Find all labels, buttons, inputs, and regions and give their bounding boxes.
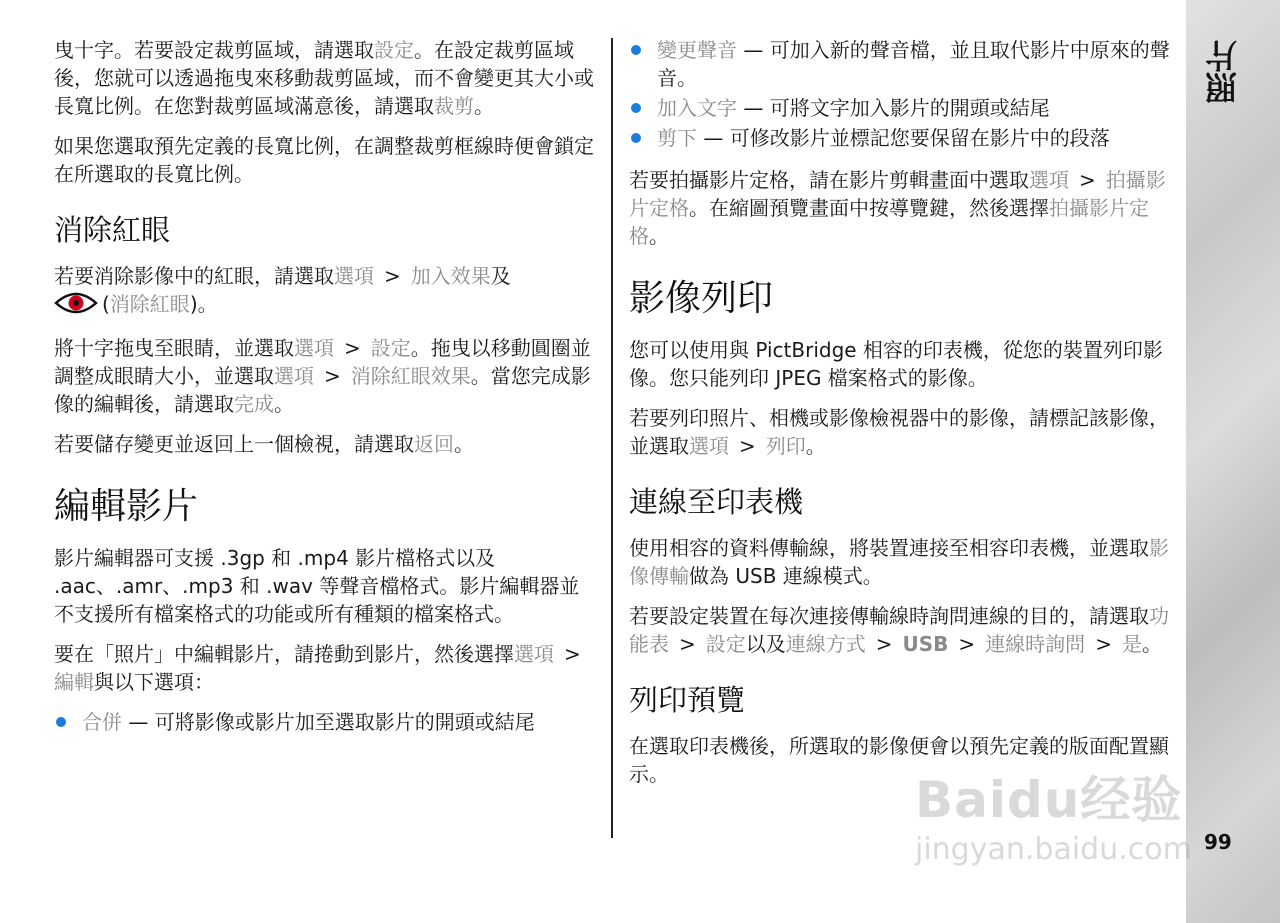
print-preview-heading: 列印預覽 bbox=[629, 683, 746, 717]
column-divider bbox=[611, 38, 613, 838]
left-column bbox=[54, 36, 599, 750]
list-item: 加入文字 — 可將文字加入影片的開頭或結尾 bbox=[629, 94, 1177, 122]
page-number: 99 bbox=[1204, 830, 1232, 854]
bullet-icon bbox=[631, 45, 641, 55]
bullet-icon bbox=[631, 133, 641, 143]
edit-video-paragraph: 要在「照片」中編輯影片，請捲動到影片，然後選擇選項 >編輯與以下選項： bbox=[54, 642, 581, 694]
list-item: 合併 — 可將影像或影片加至選取影片的開頭或結尾 bbox=[54, 708, 599, 736]
list-item: 剪下 — 可修改影片並標記您要保留在影片中的段落 bbox=[629, 124, 1177, 152]
save-return-paragraph: 若要儲存變更並返回上一個檢視，請選取返回。 bbox=[54, 432, 474, 456]
chapter-title: 照片 bbox=[1204, 40, 1242, 104]
edit-video-heading: 編輯影片 bbox=[54, 486, 199, 527]
video-formats-paragraph: 影片編輯器可支援 .3gp 和 .mp4 影片檔格式以及 .aac、.amr、.mp3 和 .wav 等聲音檔格式。影片編輯器並不支援所有檔案格式的功能或所有種類的檔案格式。 bbox=[54, 546, 580, 626]
list-item: 變更聲音 — 可加入新的聲音檔，並且取代影片中原來的聲音。 bbox=[629, 36, 1177, 92]
print-preview-paragraph: 在選取印表機後，所選取的影像便會以預先定義的版面配置顯示。 bbox=[629, 734, 1169, 786]
edit-options-list bbox=[54, 708, 599, 736]
bullet-icon bbox=[56, 717, 66, 727]
watermark-url: jingyan.baidu.com bbox=[915, 832, 1192, 867]
chapter-sidebar bbox=[1186, 0, 1280, 923]
usb-mode-paragraph: 使用相容的資料傳輸線，將裝置連接至相容印表機，並選取影像傳輸做為 USB 連線模式。 bbox=[629, 536, 1169, 588]
image-print-heading: 影像列印 bbox=[629, 278, 774, 319]
redeye-heading: 消除紅眼 bbox=[54, 213, 171, 247]
ask-on-connect-paragraph: 若要設定裝置在每次連接傳輸線時詢問連線的目的，請選取功能表 > 設定以及連線方式 > USB > 連線時詢問 > 是。 bbox=[629, 604, 1169, 656]
red-eye-icon bbox=[54, 291, 98, 322]
bullet-icon bbox=[631, 103, 641, 113]
pictbridge-paragraph: 您可以使用與 PictBridge 相容的印表機，從您的裝置列印影像。您只能列印 JPEG 檔案格式的影像。 bbox=[629, 338, 1163, 390]
right-column bbox=[629, 36, 1177, 800]
redeye-paragraph: 若要消除影像中的紅眼，請選取選項 > 加入效果及 (消除紅眼)。 bbox=[54, 262, 599, 322]
capture-frame-paragraph: 若要拍攝影片定格，請在影片剪輯畫面中選取選項 > 拍攝影片定格。在縮圖預覽畫面中按導覽鍵，然後選擇拍攝影片定格。 bbox=[629, 168, 1166, 248]
aspect-ratio-paragraph: 如果您選取預先定義的長寬比例，在調整裁剪框線時便會鎖定在所選取的長寬比例。 bbox=[54, 134, 594, 186]
connect-printer-heading: 連線至印表機 bbox=[629, 485, 804, 519]
edit-options-list-cont bbox=[629, 36, 1177, 152]
drag-crosshair-paragraph: 將十字拖曳至眼睛，並選取選項 > 設定。拖曳以移動圓圈並調整成眼睛大小，並選取選項 > 消除紅眼效果。當您完成影像的編輯後，請選取完成。 bbox=[54, 336, 591, 416]
watermark-logo: Baidu经验 bbox=[915, 771, 1183, 829]
print-select-paragraph: 若要列印照片、相機或影像檢視器中的影像，請標記該影像，並選取選項 > 列印。 bbox=[629, 406, 1169, 458]
crop-paragraph: 曳十字。若要設定裁剪區域，請選取設定。在設定裁剪區域後，您就可以透過拖曳來移動裁剪區域，而不會變更其大小或長寬比例。在您對裁剪區域滿意後，請選取裁剪。 bbox=[54, 38, 594, 118]
